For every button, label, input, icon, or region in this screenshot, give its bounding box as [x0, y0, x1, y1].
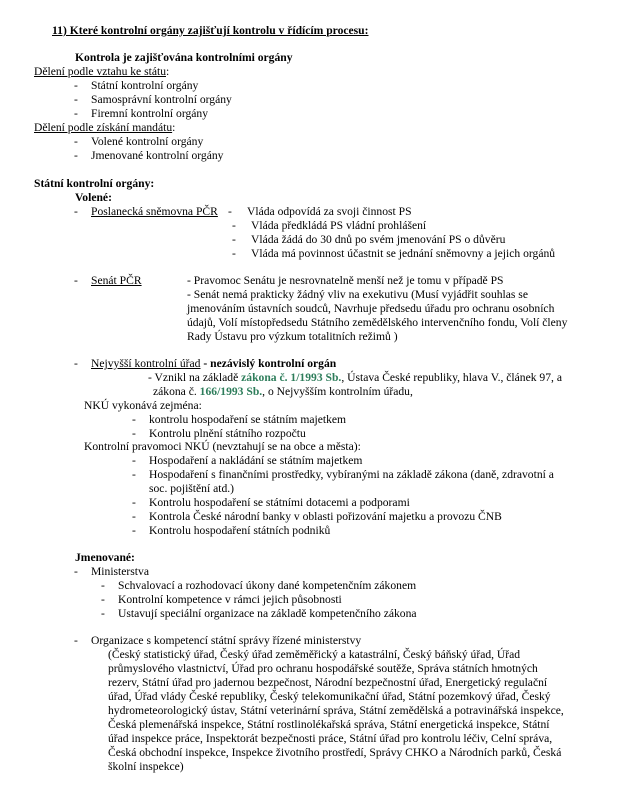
- nku-origin-line2: zákona č. 166/1993 Sb., o Nejvyšším kontrolním úřadu,: [153, 385, 413, 398]
- senat-line: Rady Ústavu pro výzkum totalitních režimů ): [187, 330, 398, 343]
- org-name: Organizace s kompetencí státní správy řízené ministerstvy: [91, 634, 362, 647]
- org-line: Česká plemenářská inspekce, Státní rostlinolékařská správa, Státní energetická inspekce, Státní: [108, 718, 550, 731]
- group2-item: Volené kontrolní orgány: [91, 135, 204, 148]
- org-line: hydrometeorologický ústav, Státní veterinární správa, Státní zemědělská a potravinářská inspekce,: [108, 704, 564, 717]
- bullet-dash: -: [74, 274, 78, 287]
- bullet-dash: -: [232, 219, 236, 232]
- psp-item: Vláda má povinnost účastnit se jednání sněmovny a jejich orgánů: [251, 247, 556, 260]
- senat-name: Senát PČR: [91, 274, 142, 287]
- org-line: školní inspekce): [108, 760, 184, 773]
- psp-item: Vláda žádá do 30 dnů po svém jmenování PS o důvěru: [251, 233, 506, 246]
- bullet-dash: -: [74, 79, 78, 92]
- org-line: rezerv, Státní úřad pro jadernou bezpečnost, Národní bezpečnostní úřad, Energetický regulační: [108, 676, 548, 689]
- bullet-dash: -: [228, 205, 232, 218]
- nku-power: Kontrolu hospodaření státních podniků: [149, 524, 331, 537]
- ministry-item: Schvalovací a rozhodovací úkony dané kompetenčním zákonem: [118, 579, 417, 592]
- group1-item: Samosprávní kontrolní orgány: [91, 93, 232, 106]
- nku-power: Kontrolu hospodaření se státními dotacemi a podporami: [149, 496, 410, 509]
- nku-powers-label: Kontrolní pravomoci NKÚ (nevztahují se na obce a města):: [84, 440, 361, 453]
- org-line: Česká obchodní inspekce, Inspekce životního prostředí, Správy CHKO a Národních parků, Česká: [108, 746, 562, 759]
- bullet-dash: -: [101, 579, 105, 592]
- senat-line: údajů, Volí místopředsedu Státního zemědělského intervenčního fondu, Volí členy: [187, 316, 568, 329]
- nku-power: Hospodaření s finančními prostředky, vybíranými na základě zákona (daně, zdravotní a: [149, 468, 554, 481]
- org-line: (Český statistický úřad, Český úřad zeměměřický a katastrální, Český báňský úřad, Úřad: [108, 648, 521, 661]
- org-line: úřad, Úřad vlády České republiky, Český telekomunikační úřad, Státní pozemkový úřad, Český: [108, 690, 551, 703]
- nku-name: Nejvyšší kontrolní úřad - nezávislý kontrolní orgán: [91, 357, 337, 370]
- senat-line: - Senát nemá prakticky žádný vliv na exekutivu (Musí vyjádřit souhlas se: [187, 288, 528, 301]
- ministry-item: Kontrolní kompetence v rámci jejich působnosti: [118, 593, 342, 606]
- bullet-dash: -: [132, 468, 136, 481]
- bullet-dash: -: [74, 135, 78, 148]
- ministry-item: Ustavují speciální organizace na základě kompetenčního zákona: [118, 607, 417, 620]
- bullet-dash: -: [74, 93, 78, 106]
- group2-label: Dělení podle získání mandátu:: [34, 121, 176, 134]
- bullet-dash: -: [132, 454, 136, 467]
- ministry-name: Ministerstva: [91, 565, 149, 578]
- senat-line: - Pravomoc Senátu je nesrovnatelně menší než je tomu v případě PS: [187, 274, 504, 287]
- group2-item: Jmenované kontrolní orgány: [91, 149, 224, 162]
- group1-item: Státní kontrolní orgány: [91, 79, 199, 92]
- bullet-dash: -: [132, 413, 136, 426]
- org-line: úřad inspekce práce, Inspektorát bezpečnosti práce, Státní úřad pro kontrolu léčiv, Celní správa,: [108, 732, 553, 745]
- nku-duty: Kontrolu plnění státního rozpočtu: [149, 427, 306, 440]
- bullet-dash: -: [74, 634, 78, 647]
- nku-power: soc. pojištění atd.): [149, 482, 235, 495]
- group1-label: Dělení podle vztahu ke státu:: [34, 65, 170, 78]
- nku-power: Hospodaření a nakládání se státním majetkem: [149, 454, 363, 467]
- bullet-dash: -: [232, 233, 236, 246]
- bullet-dash: -: [101, 607, 105, 620]
- senat-line: jmenováním ústavních soudců, Navrhuje předsedu úřadu pro ochranu osobních: [187, 302, 555, 315]
- bullet-dash: -: [132, 496, 136, 509]
- bullet-dash: -: [132, 524, 136, 537]
- bullet-dash: -: [132, 427, 136, 440]
- nku-duties-label: NKÚ vykonává zejména:: [84, 399, 202, 412]
- state-organs-title: Státní kontrolní orgány:: [34, 177, 155, 190]
- nku-duty: kontrolu hospodaření se státním majetkem: [149, 413, 347, 426]
- bullet-dash: -: [74, 149, 78, 162]
- bullet-dash: -: [132, 510, 136, 523]
- org-line: průmyslového vlastnictví, Úřad pro ochranu hospodářské soutěže, Správa státních hmotných: [108, 662, 538, 675]
- appointed-title: Jmenované:: [75, 551, 135, 564]
- psp-item: Vláda předkládá PS vládní prohlášení: [251, 219, 427, 232]
- bullet-dash: -: [101, 593, 105, 606]
- nku-power: Kontrola České národní banky v oblasti pořizování majetku a provozu ČNB: [149, 510, 502, 523]
- bullet-dash: -: [74, 107, 78, 120]
- question-heading: 11) Které kontrolní orgány zajišťují kontrolu v řídícím procesu:: [52, 24, 369, 37]
- group1-item: Firemní kontrolní orgány: [91, 107, 209, 120]
- psp-item: Vláda odpovídá za svoji činnost PS: [247, 205, 412, 218]
- psp-name: Poslanecká sněmovna PČR: [91, 205, 218, 218]
- bullet-dash: -: [74, 357, 78, 370]
- nku-origin-line1: - Vznikl na základě zákona č. 1/1993 Sb., Ústava České republiky, hlava V., článek 97, a: [148, 371, 562, 384]
- bullet-dash: -: [74, 205, 78, 218]
- bullet-dash: -: [74, 565, 78, 578]
- elected-title: Volené:: [75, 191, 112, 204]
- bullet-dash: -: [232, 247, 236, 260]
- intro-subtitle: Kontrola je zajišťována kontrolními orgány: [75, 51, 293, 64]
